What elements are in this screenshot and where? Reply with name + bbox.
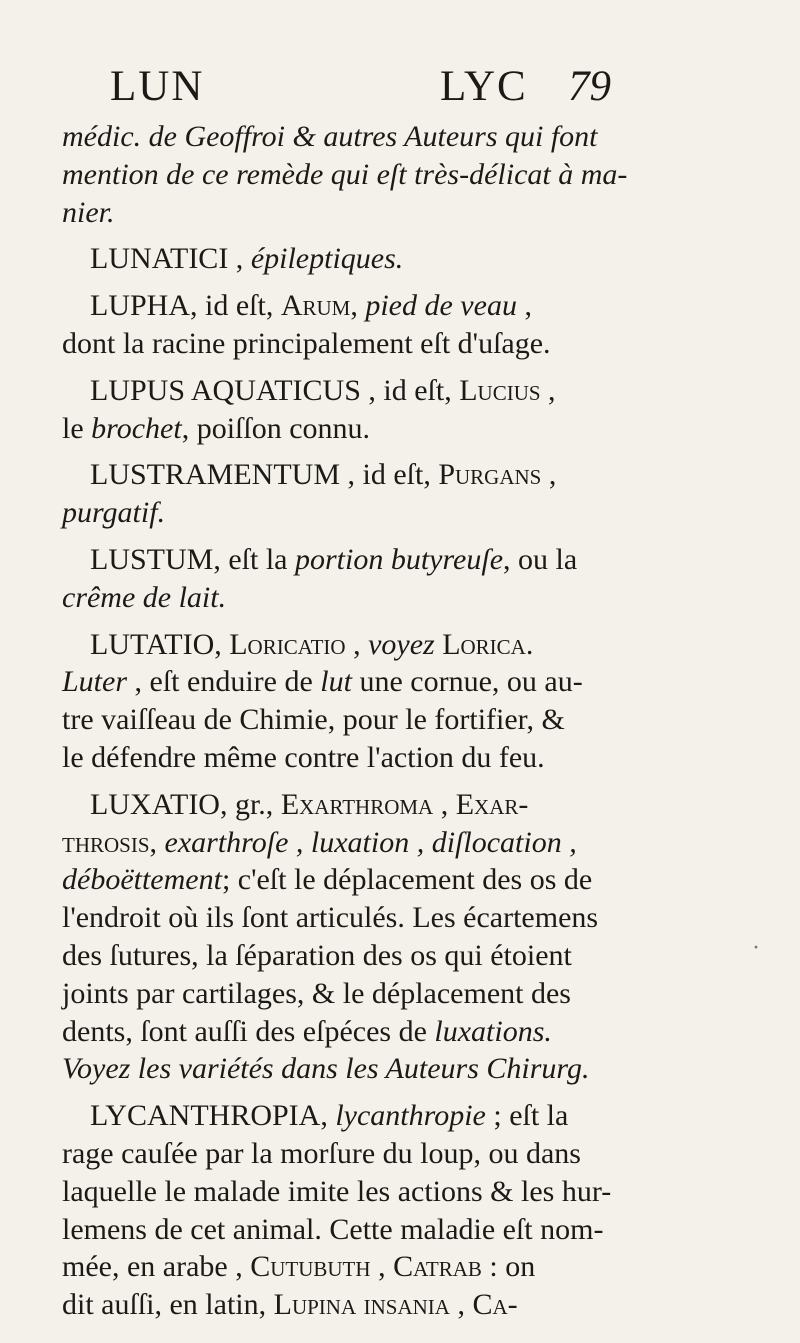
- text-line: [62, 579, 662, 617]
- text-run: LUPUS AQUATICUS , id eſt,: [90, 373, 460, 407]
- text-line: [62, 861, 662, 899]
- text-line: [62, 937, 662, 975]
- dictionary-text: [62, 118, 662, 1324]
- text-line: [62, 899, 662, 937]
- text-line: [62, 287, 662, 325]
- italic-run: lut: [320, 665, 352, 699]
- text-run: ,: [540, 373, 556, 407]
- text-run: LUSTUM, eſt la: [90, 542, 295, 576]
- entry-gap: [62, 278, 662, 287]
- text-run: LYCANTHROPIA,: [90, 1099, 336, 1133]
- smallcaps-run: Cutubuth: [250, 1250, 371, 1284]
- entry-gap: [62, 532, 662, 541]
- smallcaps-run: Catrab: [393, 1250, 482, 1284]
- text-run: des ſutures, la ſéparation des os qui étoient: [62, 938, 572, 972]
- text-run: ; c'eſt le déplacement des os de: [221, 863, 593, 897]
- text-run: LUNATICI ,: [90, 242, 251, 276]
- text-line: [62, 1248, 662, 1286]
- page-number: 79: [568, 63, 611, 110]
- text-run: mée, en arabe ,: [62, 1250, 251, 1284]
- text-run: ,: [541, 458, 557, 492]
- text-line: [62, 663, 662, 701]
- header-middle: LYC: [440, 63, 528, 110]
- smallcaps-run: Ca-: [472, 1288, 518, 1322]
- text-line: [62, 786, 662, 824]
- margin-smudge: ·: [752, 935, 760, 961]
- italic-run: voyez: [368, 627, 435, 661]
- entry-gap: [62, 1088, 662, 1097]
- italic-run: nier.: [62, 195, 115, 229]
- smallcaps-run: Exar-: [455, 787, 529, 821]
- text-run: : on: [481, 1250, 536, 1284]
- smallcaps-run: Purgans: [438, 458, 542, 492]
- italic-run: pied de veau: [365, 289, 517, 323]
- text-line: [62, 1211, 662, 1249]
- text-run: l'endroit où ils ſont articulés. Les écartemens: [62, 901, 599, 935]
- text-run: lemens de cet animal. Cette maladie eſt nom-: [62, 1212, 604, 1246]
- text-line: [62, 372, 662, 410]
- text-line: [62, 626, 662, 664]
- italic-run: crême de lait.: [62, 580, 227, 614]
- text-line: [62, 118, 662, 156]
- text-run: ; eſt la: [485, 1099, 569, 1133]
- text-run: [498, 120, 506, 153]
- smallcaps-run: Lupina insania: [273, 1288, 450, 1322]
- text-run: laquelle le malade imite les actions & les hur-: [62, 1174, 612, 1208]
- text-run: ,: [350, 289, 366, 323]
- text-run: LUSTRAMENTUM , id eſt,: [90, 458, 439, 492]
- italic-run: portion butyreuſe: [294, 542, 504, 576]
- text-line: [62, 1097, 662, 1135]
- text-line: [62, 1286, 662, 1324]
- text-run: , eſt enduire de: [127, 665, 321, 699]
- entry-gap: [62, 617, 662, 626]
- italic-run: & autres Auteurs: [292, 120, 498, 153]
- text-line: [62, 541, 662, 579]
- text-line: [62, 240, 662, 278]
- text-run: LUPHA, id eſt,: [90, 289, 281, 323]
- smallcaps-run: Exarthroma: [280, 787, 434, 821]
- italic-run: qui font: [505, 120, 598, 153]
- entry-gap: [62, 447, 662, 456]
- text-run: dont la racine principalement eſt d'uſage.: [62, 326, 551, 360]
- text-run: , ou la: [503, 542, 578, 576]
- italic-run: déboëttement: [62, 863, 222, 897]
- text-line: [62, 1173, 662, 1211]
- text-run: ,: [433, 787, 456, 821]
- italic-run: brochet: [91, 411, 182, 445]
- text-line: [62, 1013, 662, 1051]
- text-run: joints par cartilages, & le déplacement des: [62, 976, 571, 1010]
- text-run: une cornue, ou au-: [351, 665, 583, 699]
- text-line: [62, 739, 662, 777]
- italic-run: Luter: [62, 665, 128, 699]
- text-line: [62, 1050, 662, 1088]
- text-run: le: [62, 411, 92, 445]
- entry-gap: [62, 363, 662, 372]
- text-run: ,: [149, 825, 165, 859]
- italic-run: lycanthropie: [335, 1099, 486, 1133]
- text-run: dents, ſont auſſi des eſpéces de: [62, 1014, 435, 1048]
- text-line: [62, 701, 662, 739]
- smallcaps-run: Loricatio: [229, 627, 346, 661]
- text-line: [62, 494, 662, 532]
- italic-run: médic. de Geoffroi: [62, 120, 285, 153]
- text-line: [62, 975, 662, 1013]
- text-run: dit auſſi, en latin,: [62, 1288, 274, 1322]
- text-line: [62, 824, 662, 862]
- italic-run: épileptiques.: [250, 242, 404, 276]
- smallcaps-run: Lucius: [459, 373, 541, 407]
- text-run: LUTATIO,: [90, 627, 230, 661]
- running-header: [0, 62, 800, 112]
- text-line: [62, 456, 662, 494]
- italic-run: purgatif.: [62, 496, 166, 530]
- text-run: le défendre même contre l'action du feu.: [62, 740, 545, 774]
- text-line: [62, 410, 662, 448]
- text-line: [62, 156, 662, 194]
- text-line: [62, 194, 662, 232]
- italic-run: exarthroſe , luxation , diſlocation ,: [164, 825, 577, 859]
- text-run: LUXATIO, gr.,: [90, 787, 281, 821]
- text-run: ,: [345, 627, 369, 661]
- text-line: [62, 1135, 662, 1173]
- smallcaps-run: Lorica.: [442, 627, 534, 661]
- text-run: tre vaiſſeau de Chimie, pour le fortifier, &: [62, 703, 565, 737]
- text-run: ,: [516, 289, 532, 323]
- smallcaps-run: throsis: [62, 825, 150, 859]
- text-run: rage cauſée par la morſure du loup, ou dans: [62, 1136, 581, 1170]
- smallcaps-run: Arum: [280, 289, 351, 323]
- text-run: [285, 120, 293, 153]
- italic-run: Voyez les variétés dans les Auteurs Chirurg.: [62, 1052, 590, 1086]
- italic-run: luxations.: [434, 1014, 552, 1048]
- italic-run: mention de ce remède qui eſt très-délicat à ma-: [62, 157, 628, 191]
- text-line: [62, 325, 662, 363]
- text-run: ,: [449, 1288, 473, 1322]
- header-left: LUN: [110, 63, 205, 110]
- text-run: ,: [370, 1250, 394, 1284]
- entry-gap: [62, 777, 662, 786]
- text-run: , poiſſon connu.: [181, 411, 371, 445]
- entry-gap: [62, 231, 662, 240]
